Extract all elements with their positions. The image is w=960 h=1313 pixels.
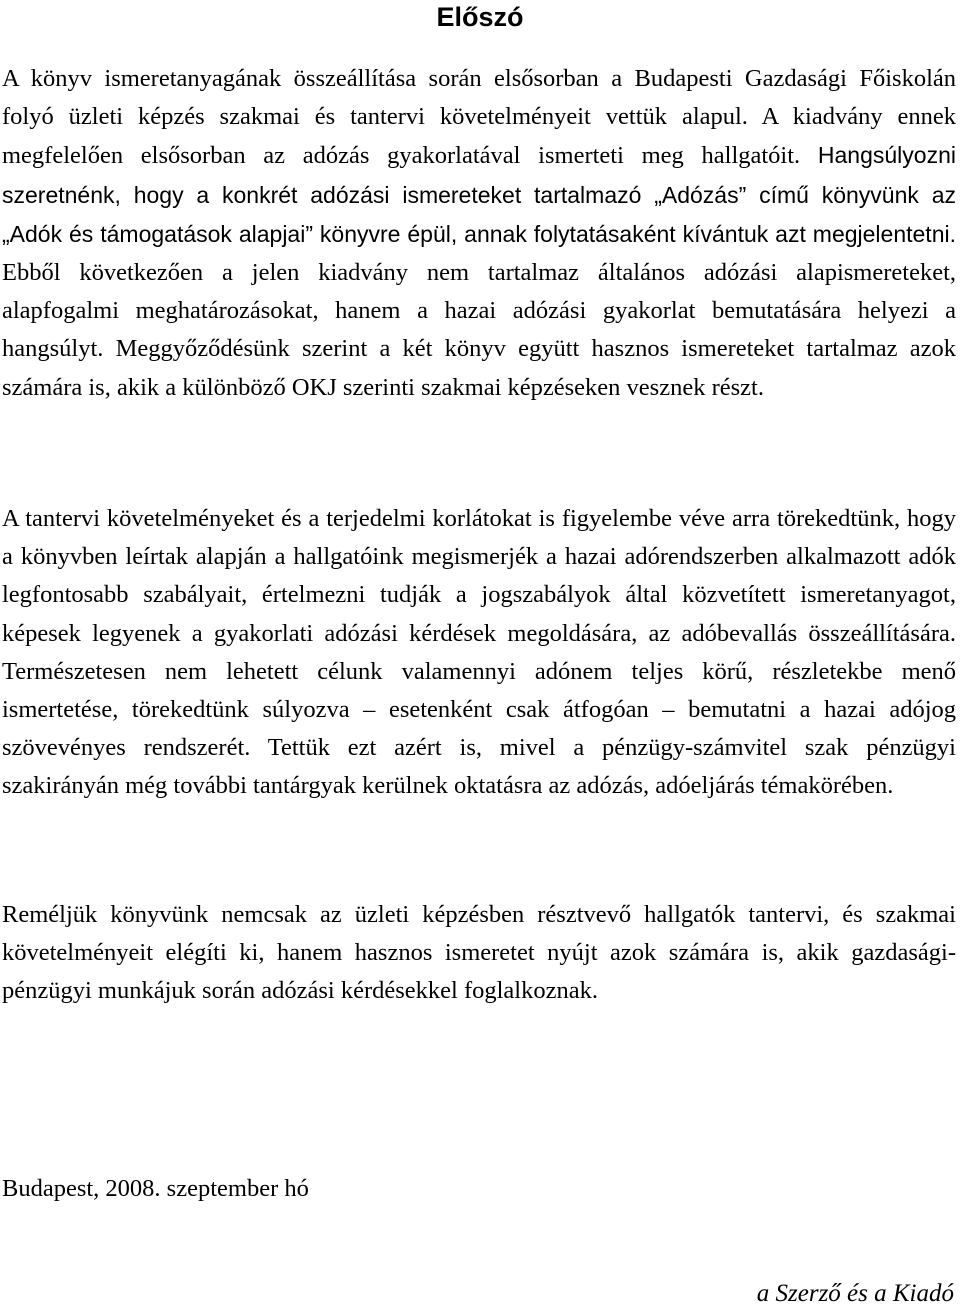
paragraph-3: Reméljük könyvünk nemcsak az üzleti képzésben résztvevő hallgatók tantervi, és szakmai követelményeit elégíti ki, hanem hasznos ismeretet nyújt azok számára is, akik gazdasági-pénzügyi munkájuk során adózási kérdésekkel foglalkoznak.: [2, 901, 956, 1005]
page-title: Előszó: [436, 2, 524, 32]
paragraph-1-part-2: Hangsúlyozni szeretnénk, hogy a konkrét adózási ismereteket tartalmazó „Adózás” című könyvünk az „Adók és támogatások alapjai” könyvre épül, annak folytatásaként kívántuk azt megjelentetni.: [2, 142, 956, 247]
paragraph-2: A tantervi követelményeket és a terjedelmi korlátokat is figyelembe véve arra törekedtünk, hogy a könyvben leírtak alapján a hallgatóink megismerjék a hazai adórendszerben alkalmazott adók legfontosabb szabályait, értelmezni tudják a jogszabályok által közvetített ismeretanyagot, képesek legyenek a gyakorlati adózási kérdések megoldására, az adóbevallás összeállítására. Természetesen nem lehetett célunk valamennyi adónem teljes körű, részletekbe menő ismertetése, törekedtünk súlyozva – esetenként csak átfogóan – bemutatni a hazai adójog szövevényes rendszerét. Tettük ezt azért is, mivel a pénzügy-számvitel szak pénzügyi szakirányán még további tantárgyak kerülnek oktatásra az adózás, adóeljárás témakörében.: [2, 505, 956, 800]
paragraph-1: [2, 60, 956, 407]
paragraph-1-part-1: A könyv ismeretanyagának összeállítása során elsősorban a Budapesti Gazdasági Főiskolán folyó üzleti képzés szakmai és tantervi követelményeit vettük alapul. A kiadvány ennek megfelelően elsősorban az adózás gyakorlatával ismerteti meg hallgatóit.: [2, 65, 956, 170]
paragraph-1-part-3: Ebből következően a jelen kiadvány nem tartalmaz általános adózási alapismereteket, alapfogalmi meghatározásokat, hanem a hazai adózási gyakorlat bemutatására helyezi a hangsúlyt. Meggyőződésünk szerint a két könyv együtt hasznos ismereteket tartalmaz azok számára is, akik a különböző OKJ szerinti szakmai képzéseken vesznek részt.: [2, 259, 956, 401]
signature: a Szerző és a Kiadó: [756, 1280, 954, 1307]
place-and-date: Budapest, 2008. szeptember hó: [2, 1175, 309, 1202]
